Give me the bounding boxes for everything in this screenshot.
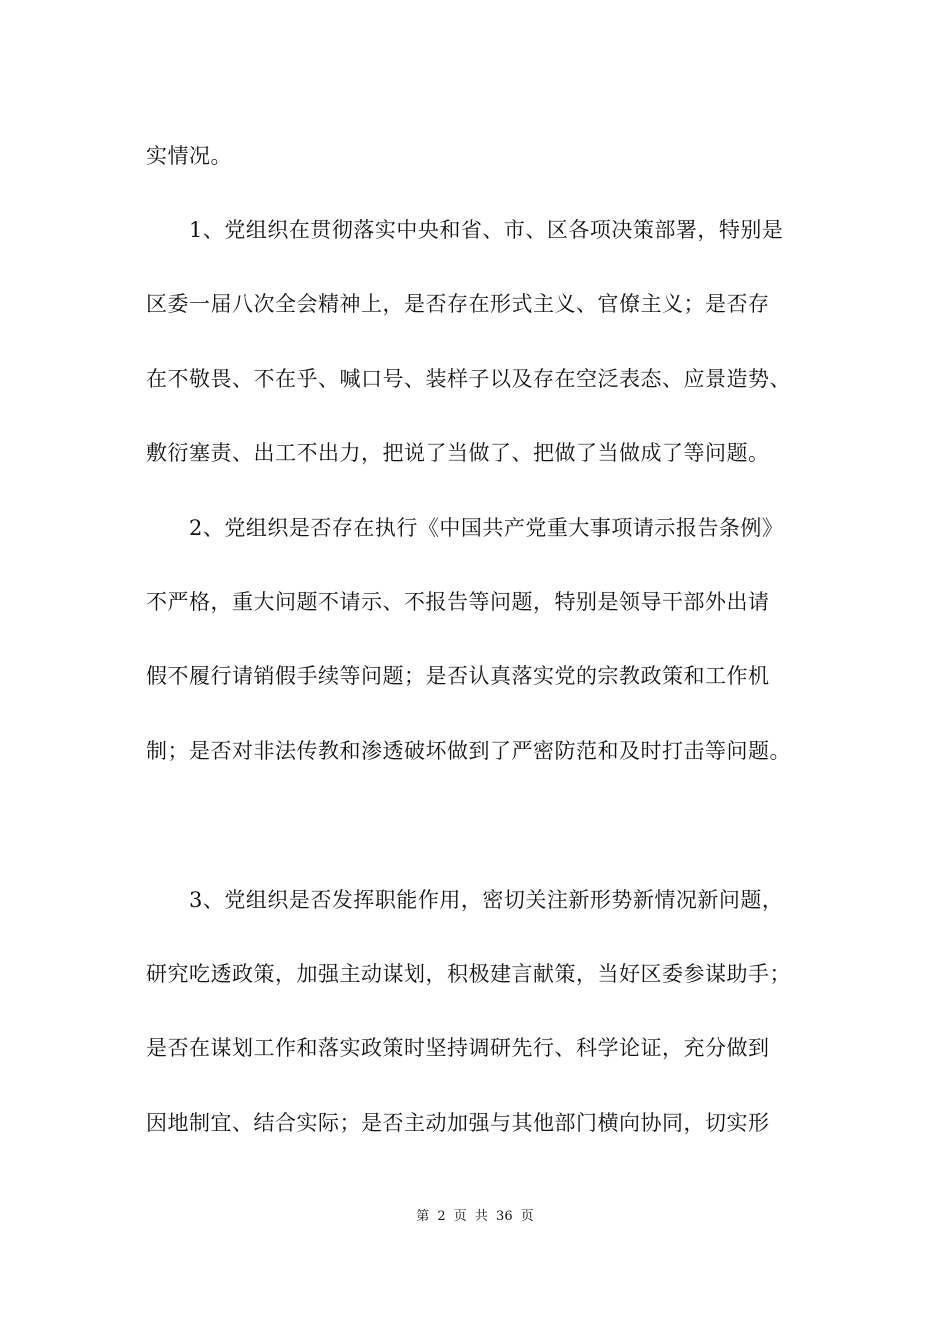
paragraph-1-line-2: 区委一届八次全会精神上，是否存在形式主义、官僚主义；是否存: [146, 292, 770, 316]
paragraph-3-line-1: 3、党组织是否发挥职能作用，密切关注新形势新情况新问题，: [189, 888, 784, 912]
paragraph-1-line-4: 敷衍塞责、出工不出力，把说了当做了、把做了当做成了等问题。: [146, 441, 770, 465]
paragraph-2-line-1: 2、党组织是否存在执行《中国共产党重大事项请示报告条例》: [189, 516, 784, 540]
paragraph-3-line-2: 研究吃透政策，加强主动谋划，积极建言献策，当好区委参谋助手；: [146, 962, 791, 986]
paragraph-2-line-2: 不严格，重大问题不请示、不报告等问题，特别是领导干部外出请: [146, 590, 770, 614]
paragraph-2-line-3: 假不履行请销假手续等问题；是否认真落实党的宗教政策和工作机: [146, 664, 770, 688]
paragraph-2-line-4: 制；是否对非法传教和渗透破坏做到了严密防范和及时打击等问题。: [146, 739, 791, 763]
text-line-1: 实情况。: [146, 144, 232, 168]
paragraph-3-line-4: 因地制宜、结合实际；是否主动加强与其他部门横向协同，切实形: [146, 1111, 770, 1135]
paragraph-1-line-1: 1、党组织在贯彻落实中央和省、市、区各项决策部署，特别是: [189, 218, 784, 242]
page-number-footer: 第 2 页 共 36 页: [416, 1209, 534, 1224]
paragraph-3-line-3: 是否在谋划工作和落实政策时坚持调研先行、科学论证，充分做到: [146, 1036, 770, 1060]
paragraph-1-line-3: 在不敬畏、不在乎、喊口号、装样子以及存在空泛表态、应景造势、: [146, 367, 791, 391]
